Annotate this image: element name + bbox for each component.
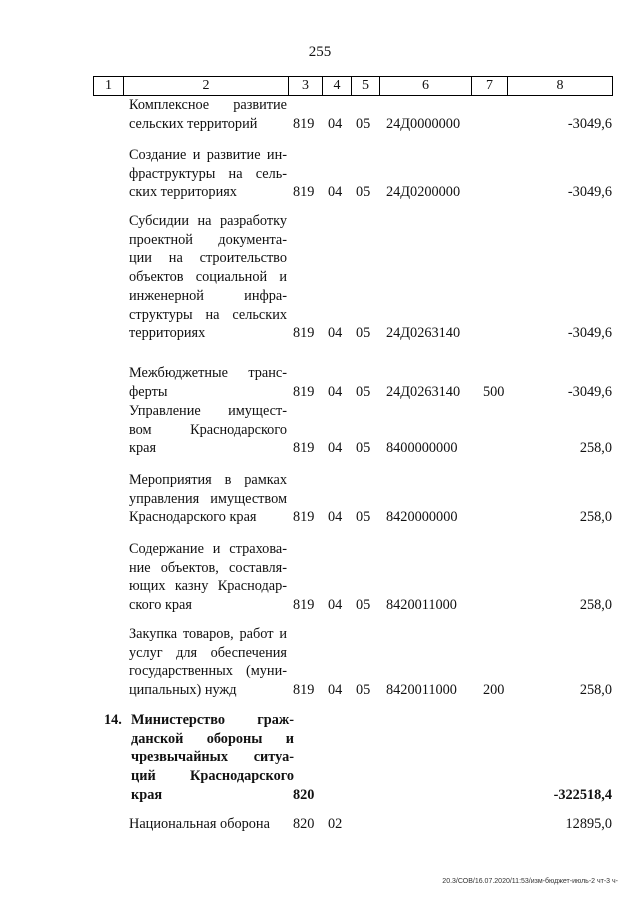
header-col-1: 1 [94, 77, 124, 95]
cell-c4: 04 [328, 597, 343, 614]
description-line: ние объектов, составля- [129, 559, 287, 576]
table-row [0, 711, 640, 805]
cell-c6: 8400000000 [386, 440, 458, 457]
cell-c8: 258,0 [579, 509, 612, 526]
description-line: Содержание и страхова- [129, 541, 287, 557]
cell-c5: 05 [356, 597, 371, 614]
cell-c3: 819 [293, 682, 315, 699]
cell-c6: 24Д0263140 [386, 325, 461, 342]
cell-c8: 258,0 [579, 597, 612, 614]
cell-c4: 04 [328, 509, 343, 526]
header-col-6: 6 [380, 77, 472, 95]
cell-c8: -322518,4 [553, 786, 612, 803]
table-header [93, 76, 613, 96]
description-line: инженерной инфра- [129, 287, 287, 304]
cell-c6: 8420011000 [386, 597, 457, 614]
description-line: Управление имущест- [129, 403, 287, 419]
table-row [0, 815, 640, 834]
table-row [0, 364, 640, 401]
table-row [0, 212, 640, 343]
description-line: территориях [129, 325, 206, 342]
description-line: ских территориях [129, 184, 237, 201]
row-description [131, 711, 294, 805]
description-line: Субсидии на разработку [129, 213, 287, 229]
description-line: услуг для обеспечения [129, 644, 287, 661]
cell-c8: -3049,6 [567, 383, 612, 400]
description-line: Министерство граж- [131, 712, 294, 728]
row-description [129, 625, 287, 700]
cell-c8: 258,0 [579, 682, 612, 699]
cell-c6: 24Д0200000 [386, 184, 461, 201]
description-line: вом Краснодарского [129, 421, 287, 438]
description-line: сельских территорий [129, 115, 258, 132]
header-col-4: 4 [323, 77, 352, 95]
cell-c8: 258,0 [579, 440, 612, 457]
description-line: ющих казну Краснодар- [129, 578, 287, 595]
description-line: Межбюджетные транс- [129, 365, 287, 381]
cell-c4: 04 [328, 184, 343, 201]
description-line: ского края [129, 597, 192, 614]
cell-c3: 820 [293, 815, 315, 832]
row-description [129, 540, 287, 615]
header-col-7: 7 [472, 77, 508, 95]
cell-c5: 05 [356, 325, 371, 342]
cell-c5: 05 [356, 184, 371, 201]
cell-c6: 8420000000 [386, 509, 458, 526]
cell-c4: 04 [328, 682, 343, 699]
page-number: 255 [308, 44, 332, 60]
description-line: Краснодарского края [129, 509, 257, 526]
cell-c5: 05 [356, 383, 371, 400]
cell-c5: 05 [356, 682, 371, 699]
header-col-2: 2 [124, 77, 289, 95]
cell-c3: 819 [293, 184, 315, 201]
header-col-5: 5 [352, 77, 380, 95]
cell-c4: 04 [328, 383, 343, 400]
cell-c7: 200 [483, 682, 505, 699]
description-line: проектной документа- [129, 231, 287, 248]
description-line: фраструктуры на сель- [129, 165, 287, 182]
cell-c3: 819 [293, 440, 315, 457]
description-line: Создание и развитие ин- [129, 147, 287, 163]
header-col-8: 8 [556, 78, 564, 93]
description-line: структуры на сельских [129, 306, 287, 323]
table-row [0, 471, 640, 527]
cell-c5: 05 [356, 115, 371, 132]
description-line: ции на строительство [129, 250, 287, 267]
cell-c8: 12895,0 [565, 815, 612, 832]
footer-stamp: 20.3/СОВ/16.07.2020/11:53/изм-бюджет-июль-2 чт-3 ч- [442, 878, 618, 885]
cell-c3: 819 [293, 509, 315, 526]
description-line: ций Краснодарского [131, 768, 294, 785]
row-description [129, 96, 287, 133]
cell-c5: 05 [356, 440, 371, 457]
description-line: ципальных) нужд [129, 682, 237, 699]
table-row [0, 540, 640, 615]
cell-c8: -3049,6 [567, 325, 612, 342]
cell-c8: -3049,6 [567, 184, 612, 201]
cell-c7: 500 [483, 383, 505, 400]
table-row [0, 625, 640, 700]
description-line: Закупка товаров, работ и [129, 626, 287, 642]
row-description [129, 364, 287, 401]
row-description [129, 212, 287, 343]
description-line: управления имуществом [129, 490, 287, 507]
cell-c4: 04 [328, 115, 343, 132]
header-col-3: 3 [289, 77, 323, 95]
table-row [0, 402, 640, 458]
description-line: Национальная оборона [129, 816, 270, 832]
cell-c3: 819 [293, 383, 315, 400]
cell-c5: 05 [356, 509, 371, 526]
description-line: края [129, 440, 157, 457]
cell-c4: 04 [328, 440, 343, 457]
description-line: государственных (муни- [129, 663, 287, 680]
description-line: Комплексное развитие [129, 97, 287, 113]
cell-c3: 819 [293, 115, 315, 132]
table-row [0, 96, 640, 133]
row-description [129, 402, 287, 458]
cell-c8: -3049,6 [567, 115, 612, 132]
cell-c3: 819 [293, 597, 315, 614]
cell-c4: 02 [328, 815, 343, 832]
description-line: Мероприятия в рамках [129, 472, 287, 488]
cell-c3: 819 [293, 325, 315, 342]
cell-c6: 24Д0000000 [386, 115, 461, 132]
table-row [0, 146, 640, 202]
description-line: края [131, 786, 163, 803]
description-line: ферты [129, 383, 168, 400]
row-description [129, 471, 287, 527]
row-description [129, 146, 287, 202]
row-description [129, 815, 287, 834]
description-line: данской обороны и [131, 730, 294, 747]
row-number: 14. [104, 712, 122, 728]
cell-c6: 8420011000 [386, 682, 457, 699]
description-line: объектов социальной и [129, 269, 287, 286]
cell-c6: 24Д0263140 [386, 383, 461, 400]
cell-c4: 04 [328, 325, 343, 342]
cell-c3: 820 [293, 786, 315, 803]
description-line: чрезвычайных ситуа- [131, 749, 294, 766]
